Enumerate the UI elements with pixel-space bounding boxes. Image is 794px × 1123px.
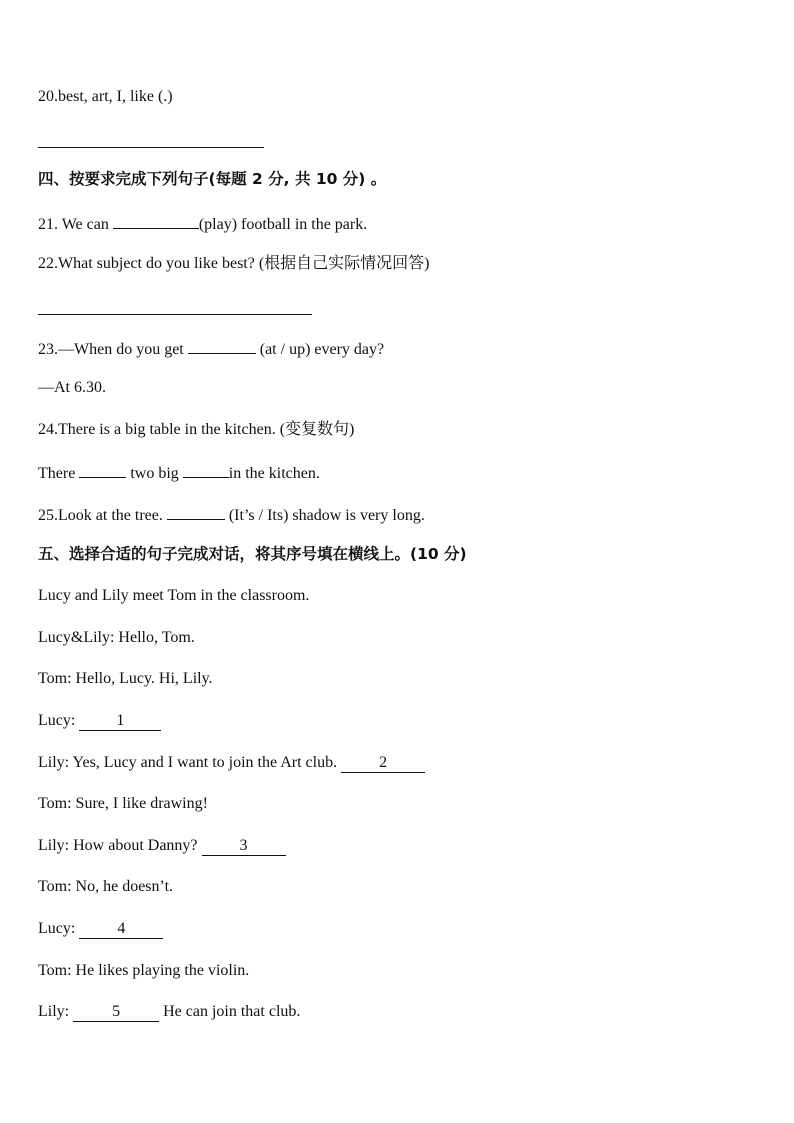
- q23-answer-text: —At 6.30.: [38, 379, 106, 396]
- dialogue-line-10-suffix: He can join that club.: [163, 1003, 301, 1020]
- dialogue-line-5-text: Tom: Sure, I like drawing!: [38, 795, 208, 812]
- q22-text: 22.What subject do you like best? (根据自己实际情况回答): [38, 255, 430, 272]
- dialogue-blank-5[interactable]: 5: [73, 1003, 159, 1022]
- dialogue-line-5: [38, 794, 208, 814]
- dialogue-blank-4[interactable]: 4: [79, 920, 163, 939]
- dialogue-line-10: [38, 1002, 300, 1022]
- dialogue-line-1-text: Lucy&Lily: Hello, Tom.: [38, 629, 195, 646]
- q24-rewrite: [38, 461, 320, 481]
- section5-heading: [38, 544, 467, 564]
- q24-line: [38, 420, 354, 440]
- q20-text: 20.best, art, I, like (.): [38, 88, 173, 105]
- dialogue-blank-3[interactable]: 3: [202, 837, 286, 856]
- q25-line: [38, 503, 425, 523]
- q22-answer-line[interactable]: [38, 314, 312, 315]
- q24-part3: in the kitchen.: [228, 465, 320, 482]
- dialogue-line-8-text: Lucy:: [38, 920, 76, 937]
- dialogue-line-6: [38, 836, 286, 856]
- q21-prefix: 21. We can: [38, 216, 109, 233]
- dialogue-line-1: [38, 628, 195, 648]
- q24-part2: two big: [130, 465, 179, 482]
- dialogue-blank-1[interactable]: 1: [79, 712, 161, 731]
- q24-blank-2[interactable]: [183, 461, 229, 478]
- q20-line: [38, 87, 173, 107]
- dialogue-line-7: [38, 877, 173, 897]
- dialogue-intro: [38, 586, 309, 606]
- q23-blank[interactable]: [188, 337, 256, 354]
- dialogue-line-9-text: Tom: He likes playing the violin.: [38, 962, 250, 979]
- dialogue-blank-2[interactable]: 2: [341, 754, 425, 773]
- q22-line: [38, 254, 430, 274]
- q25-prefix: 25.Look at the tree.: [38, 507, 163, 524]
- q23-answer: [38, 378, 106, 398]
- q25-suffix: (It’s / Its) shadow is very long.: [228, 507, 425, 524]
- dialogue-line-2: [38, 669, 213, 689]
- dialogue-line-3-text: Lucy:: [38, 712, 76, 729]
- dialogue-line-10-text: Lily:: [38, 1003, 70, 1020]
- dialogue-line-4: [38, 753, 425, 773]
- q21-line: [38, 212, 367, 232]
- section5-heading-text: 五、选择合适的句子完成对话，将其序号填在横线上。(10 分): [38, 545, 467, 563]
- q21-suffix: (play) football in the park.: [198, 216, 368, 233]
- dialogue-line-4-text: Lily: Yes, Lucy and I want to join the Art club.: [38, 754, 338, 771]
- dialogue-line-8: [38, 919, 163, 939]
- section4-heading-text: 四、按要求完成下列句子(每题 2 分, 共 10 分) 。: [38, 170, 387, 188]
- dialogue-intro-text: Lucy and Lily meet Tom in the classroom.: [38, 587, 310, 604]
- q25-blank[interactable]: [167, 503, 225, 520]
- dialogue-line-9: [38, 961, 249, 981]
- q23-line: [38, 337, 384, 357]
- q21-blank[interactable]: [113, 212, 199, 229]
- q24-text: 24.There is a big table in the kitchen. (变复数句): [38, 421, 355, 438]
- q24-part1: There: [38, 465, 76, 482]
- dialogue-line-2-text: Tom: Hello, Lucy. Hi, Lily.: [38, 670, 213, 687]
- q20-answer-line[interactable]: [38, 147, 264, 148]
- dialogue-line-6-text: Lily: How about Danny?: [38, 837, 198, 854]
- dialogue-line-3: [38, 711, 161, 731]
- q24-blank-1[interactable]: [79, 461, 126, 478]
- q23-suffix: (at / up) every day?: [259, 341, 385, 358]
- section4-heading: [38, 169, 386, 189]
- dialogue-line-7-text: Tom: No, he doesn’t.: [38, 878, 174, 895]
- q23-prefix: 23.—When do you get: [38, 341, 184, 358]
